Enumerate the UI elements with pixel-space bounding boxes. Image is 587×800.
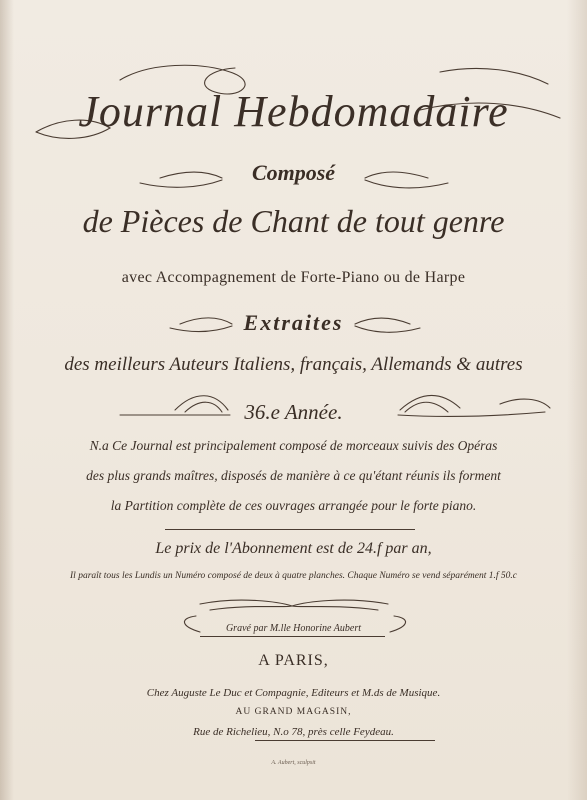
publication-schedule: Il paraît tous les Lundis un Numéro composé de deux à quatre planches. Chaque Numéro se vend séparément 1.f 50.c (70, 571, 517, 581)
subscription-price: Le prix de l'Abonnement est de 24.f par an, (155, 540, 432, 557)
publisher-line-2: AU GRAND MAGASIN, (235, 707, 352, 717)
year-label: 36.e Année. (244, 400, 343, 424)
city-heading: A PARIS, (258, 652, 329, 669)
notice-line-3: la Partition complète de ces ouvrages arrangée pour le forte piano. (110, 498, 477, 513)
publisher-address: Rue de Richelieu, N.o 78, près celle Feydeau. (193, 726, 394, 738)
journal-title: Journal Hebdomadaire (78, 87, 509, 136)
pieces-line: de Pièces de Chant de tout genre (82, 203, 505, 239)
section-divider (165, 529, 415, 530)
engraver-credit: Gravé par M.lle Honorine Aubert (225, 623, 362, 634)
address-underline (255, 740, 435, 741)
imprint-signature: A. Aubert, sculpsit (271, 760, 316, 766)
publisher-line-1: Chez Auguste Le Duc et Compagnie, Editeurs et M.ds de Musique. (146, 687, 441, 699)
authors-line: des meilleurs Auteurs Italiens, français, Allemands & autres (64, 354, 523, 375)
composed-heading: Composé (251, 160, 336, 185)
engraver-underline (200, 636, 385, 637)
extracted-heading: Extraites (243, 310, 344, 335)
notice-line-1: N.a Ce Journal est principalement composé de morceaux suivis des Opéras (89, 438, 498, 453)
accompaniment-line: avec Accompagnement de Forte-Piano ou de Harpe (121, 269, 466, 286)
notice-line-2: des plus grands maîtres, disposés de manière à ce qu'étant réunis ils forment (86, 468, 501, 483)
